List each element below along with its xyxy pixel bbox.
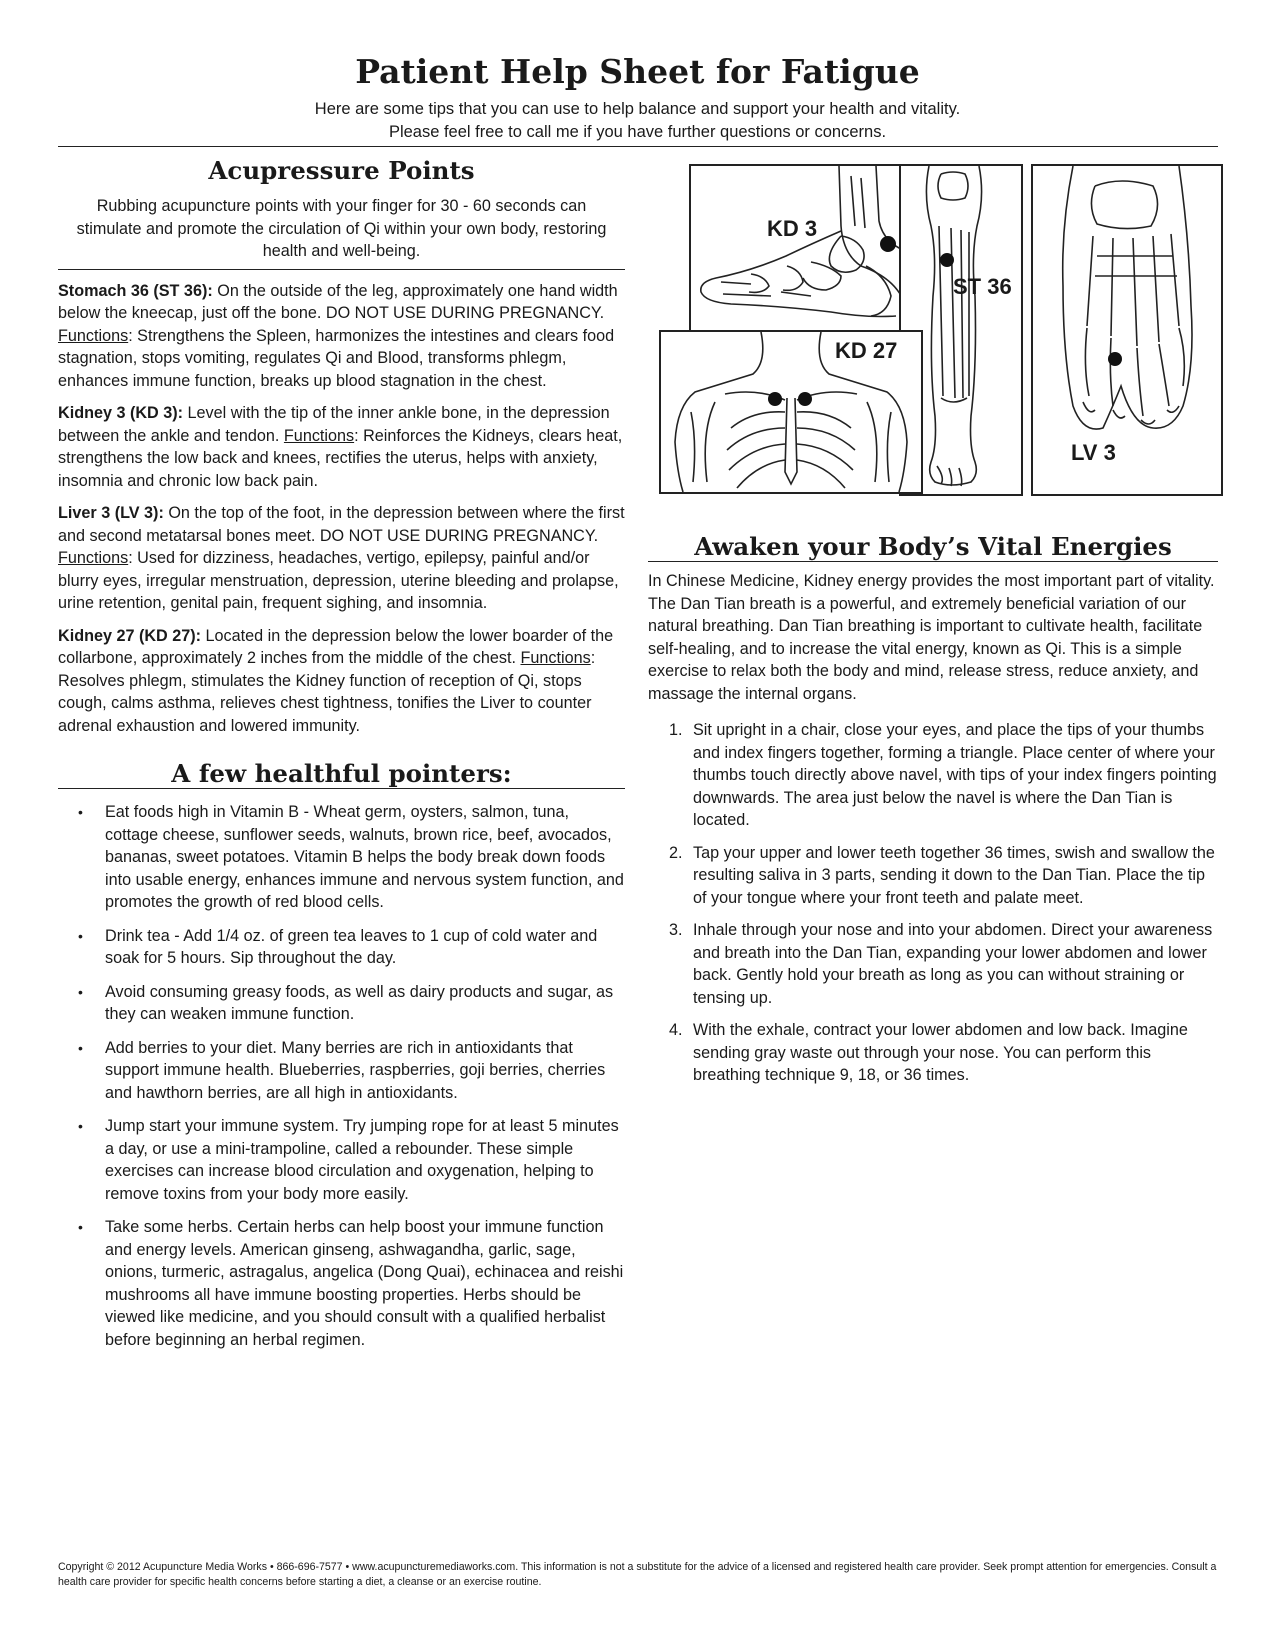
header-divider — [58, 146, 1218, 147]
point-functions: : Resolves phlegm, stimulates the Kidney function of reception of Qi, stops cough, calms asthma, relieves chest tightness, tonifies the Liver to counter adrenal exhaustion and lowered immunity. — [58, 649, 596, 735]
left-column — [58, 156, 625, 1362]
bullet-icon: • — [78, 1039, 83, 1056]
point-name: Kidney 27 (KD 27): — [58, 626, 202, 645]
point-kd27 — [58, 625, 625, 738]
step-number: 4. — [669, 1021, 683, 1039]
breathing-steps-list — [648, 719, 1218, 1087]
subtitle-line-1: Here are some tips that you can use to help balance and support your health and vitality. — [314, 100, 961, 118]
energies-heading: Awaken your Body’s Vital Energies — [694, 532, 1172, 561]
step-number: 2. — [669, 843, 683, 862]
step-text: Tap your upper and lower teeth together 36 times, swish and swallow the resulting saliva in 3 parts, sending it down to the Dan Tian. Place the tip of your tongue where your front teeth and palate meet. — [693, 843, 1215, 907]
pointers-divider — [58, 788, 625, 789]
functions-label: Functions — [520, 649, 591, 667]
step-text: Inhale through your nose and into your abdomen. Direct your awareness and breath into the Dan Tian, expanding your lower abdomen and lower back. Gently hold your breath as long as you can without straining or tensing up. — [693, 921, 1213, 1007]
page-title: Patient Help Sheet for Fatigue — [355, 52, 920, 91]
list-item — [648, 719, 1218, 832]
bullet-icon: • — [78, 1219, 83, 1235]
lv3-diagram — [1031, 164, 1223, 496]
bullet-icon: • — [78, 804, 83, 820]
copyright-footer: Copyright © 2012 Acupuncture Media Works • 866-696-7577 • www.acupuncturemediaworks.com. This information is not a substitute for the advice of a licensed and registered health care provider. Seek prompt attention for emergencies. Consult a health care provider for specific health concerns before starting a diet, a cleanse or an exercise routine. — [58, 1561, 1217, 1588]
point-functions: : Reinforces the Kidneys, clears heat, strengthens the low back and knees, rectifies the uterus, helps with anxiety, insomnia and chronic low back pain. — [58, 426, 623, 490]
functions-label: Functions — [58, 549, 129, 567]
lv3-label: LV 3 — [1071, 440, 1116, 465]
step-number: 1. — [669, 721, 683, 739]
point-functions: : Strengthens the Spleen, harmonizes the intestines and clears food stagnation, stops vomiting, regulates Qi and Blood, transforms phlegm, enhances immune function, breaks up blood stagnation in the chest. — [58, 326, 615, 390]
bullet-icon: • — [78, 983, 83, 1000]
point-name: Kidney 3 (KD 3): — [58, 404, 184, 422]
list-item — [648, 919, 1218, 1009]
step-number: 3. — [669, 921, 683, 939]
kd3-point-marker — [880, 236, 896, 252]
list-item — [58, 1216, 625, 1351]
functions-label: Functions — [283, 426, 355, 445]
list-item-text: Drink tea - Add 1/4 oz. of green tea leaves to 1 cup of cold water and soak for 5 hours. Sip throughout the day. — [105, 926, 598, 967]
pointers-heading: A few healthful pointers: — [171, 759, 512, 788]
acupressure-heading: Acupressure Points — [208, 156, 475, 185]
acupoint-diagrams — [659, 164, 1219, 514]
list-item-text: Avoid consuming greasy foods, as well as dairy products and sugar, as they can weaken immune function. — [105, 982, 614, 1023]
bullet-icon: • — [78, 1118, 83, 1134]
point-location: On the top of the foot, in the depression between where the first and second metatarsal bones meet. DO NOT USE DURING PREGNANCY. — [58, 504, 625, 545]
kd3-diagram — [689, 164, 923, 338]
point-name: Liver 3 (LV 3): — [58, 504, 164, 522]
point-location: Level with the tip of the inner ankle bone, in the depression between the ankle and tendon. — [58, 404, 610, 445]
st36-point-marker — [940, 253, 954, 267]
kd27-diagram — [659, 330, 923, 494]
list-item — [648, 1019, 1218, 1087]
acupressure-intro: Rubbing acupuncture points with your finger for 30 - 60 seconds can stimulate and promote the circulation of Qi within your own body, restoring health and well-being. — [76, 197, 607, 260]
list-item-text: Eat foods high in Vitamin B - Wheat germ, oysters, salmon, tuna, cottage cheese, sunflower seeds, walnuts, brown rice, beef, avocados, bananas, sweet potatoes. Vitamin B helps the body break down foods into usable energy, enhances immune and nervous system function, and promotes the growth of red blood cells. — [105, 803, 624, 911]
kd3-label: KD 3 — [767, 216, 818, 241]
functions-label: Functions — [58, 326, 129, 345]
step-text: Sit upright in a chair, close your eyes, and place the tips of your thumbs and index fingers together, forming a triangle. Place center of where your thumbs touch directly above navel, with tips of your index fingers pointing downwards. The area just below the navel is where the Dan Tian is located. — [693, 721, 1217, 829]
st36-label: ST 36 — [953, 274, 1012, 299]
kd27-point-left-marker — [768, 392, 782, 406]
list-item-text: Add berries to your diet. Many berries are rich in antioxidants that support immune health. Blueberries, raspberries, goji berries, cherries and hawthorn berries, are all high in antioxidants. — [105, 1038, 606, 1102]
point-functions: : Used for dizziness, headaches, vertigo, epilepsy, painful and/or blurry eyes, irregular menstruation, depression, uterine bleeding and prolapse, urine retention, genital pain, frequent sighing, and insomnia. — [58, 549, 619, 612]
energies-intro: In Chinese Medicine, Kidney energy provides the most important part of vitality. The Dan Tian breath is a powerful, and extremely beneficial variation of our natural breathing. Dan Tian breathing is important to cultivate health, facilitate self-healing, and to increase the vital energy, known as Qi. This is a simple exercise to relax both the body and mind, release stress, reduce anxiety, and massage the internal organs. — [648, 572, 1215, 703]
pointers-list — [58, 801, 625, 1351]
lv3-point-marker — [1108, 352, 1122, 366]
subtitle-line-2: Please feel free to call me if you have further questions or concerns. — [388, 123, 887, 141]
point-kd3 — [58, 402, 625, 492]
bullet-icon: • — [78, 927, 83, 944]
acupressure-divider — [58, 269, 625, 270]
list-item-text: Take some herbs. Certain herbs can help boost your immune function and energy levels. American ginseng, ashwagandha, garlic, sage, onions, turmeric, astragalus, angelica (Dong Quai), echinacea and reishi mushrooms all have immune boosting properties. Herbs should be viewed like medicine, and you should consult with a qualified herbalist before beginning an herbal regimen. — [105, 1218, 624, 1349]
point-location: Located in the depression below the lower boarder of the collarbone, approximately 2 inches from the middle of the chest. — [58, 626, 614, 667]
list-item — [58, 1037, 625, 1105]
list-item — [58, 1115, 625, 1205]
kd27-label: KD 27 — [835, 338, 898, 363]
ankle-illustration — [691, 166, 921, 336]
list-item — [58, 981, 625, 1026]
kd27-point-right-marker — [798, 392, 812, 406]
list-item-text: Jump start your immune system. Try jumping rope for at least 5 minutes a day, or use a mini-trampoline, called a rebounder. These simple exercises can increase blood circulation and oxygenation, helping to remove toxins from your body more easily. — [105, 1117, 619, 1203]
point-location: On the outside of the leg, approximately one hand width below the kneecap, just off the bone. DO NOT USE DURING PREGNANCY. — [58, 281, 618, 322]
list-item — [648, 842, 1218, 910]
point-st36 — [58, 280, 625, 393]
point-name: Stomach 36 (ST 36): — [58, 281, 213, 300]
right-column — [648, 532, 1218, 1097]
point-lv3 — [58, 502, 625, 615]
foot-illustration — [1033, 166, 1221, 494]
energies-divider — [648, 561, 1218, 562]
step-text: With the exhale, contract your lower abdomen and low back. Imagine sending gray waste out through your nose. You can perform this breathing technique 9, 18, or 36 times. — [693, 1021, 1188, 1084]
list-item — [58, 925, 625, 970]
list-item — [58, 801, 625, 914]
